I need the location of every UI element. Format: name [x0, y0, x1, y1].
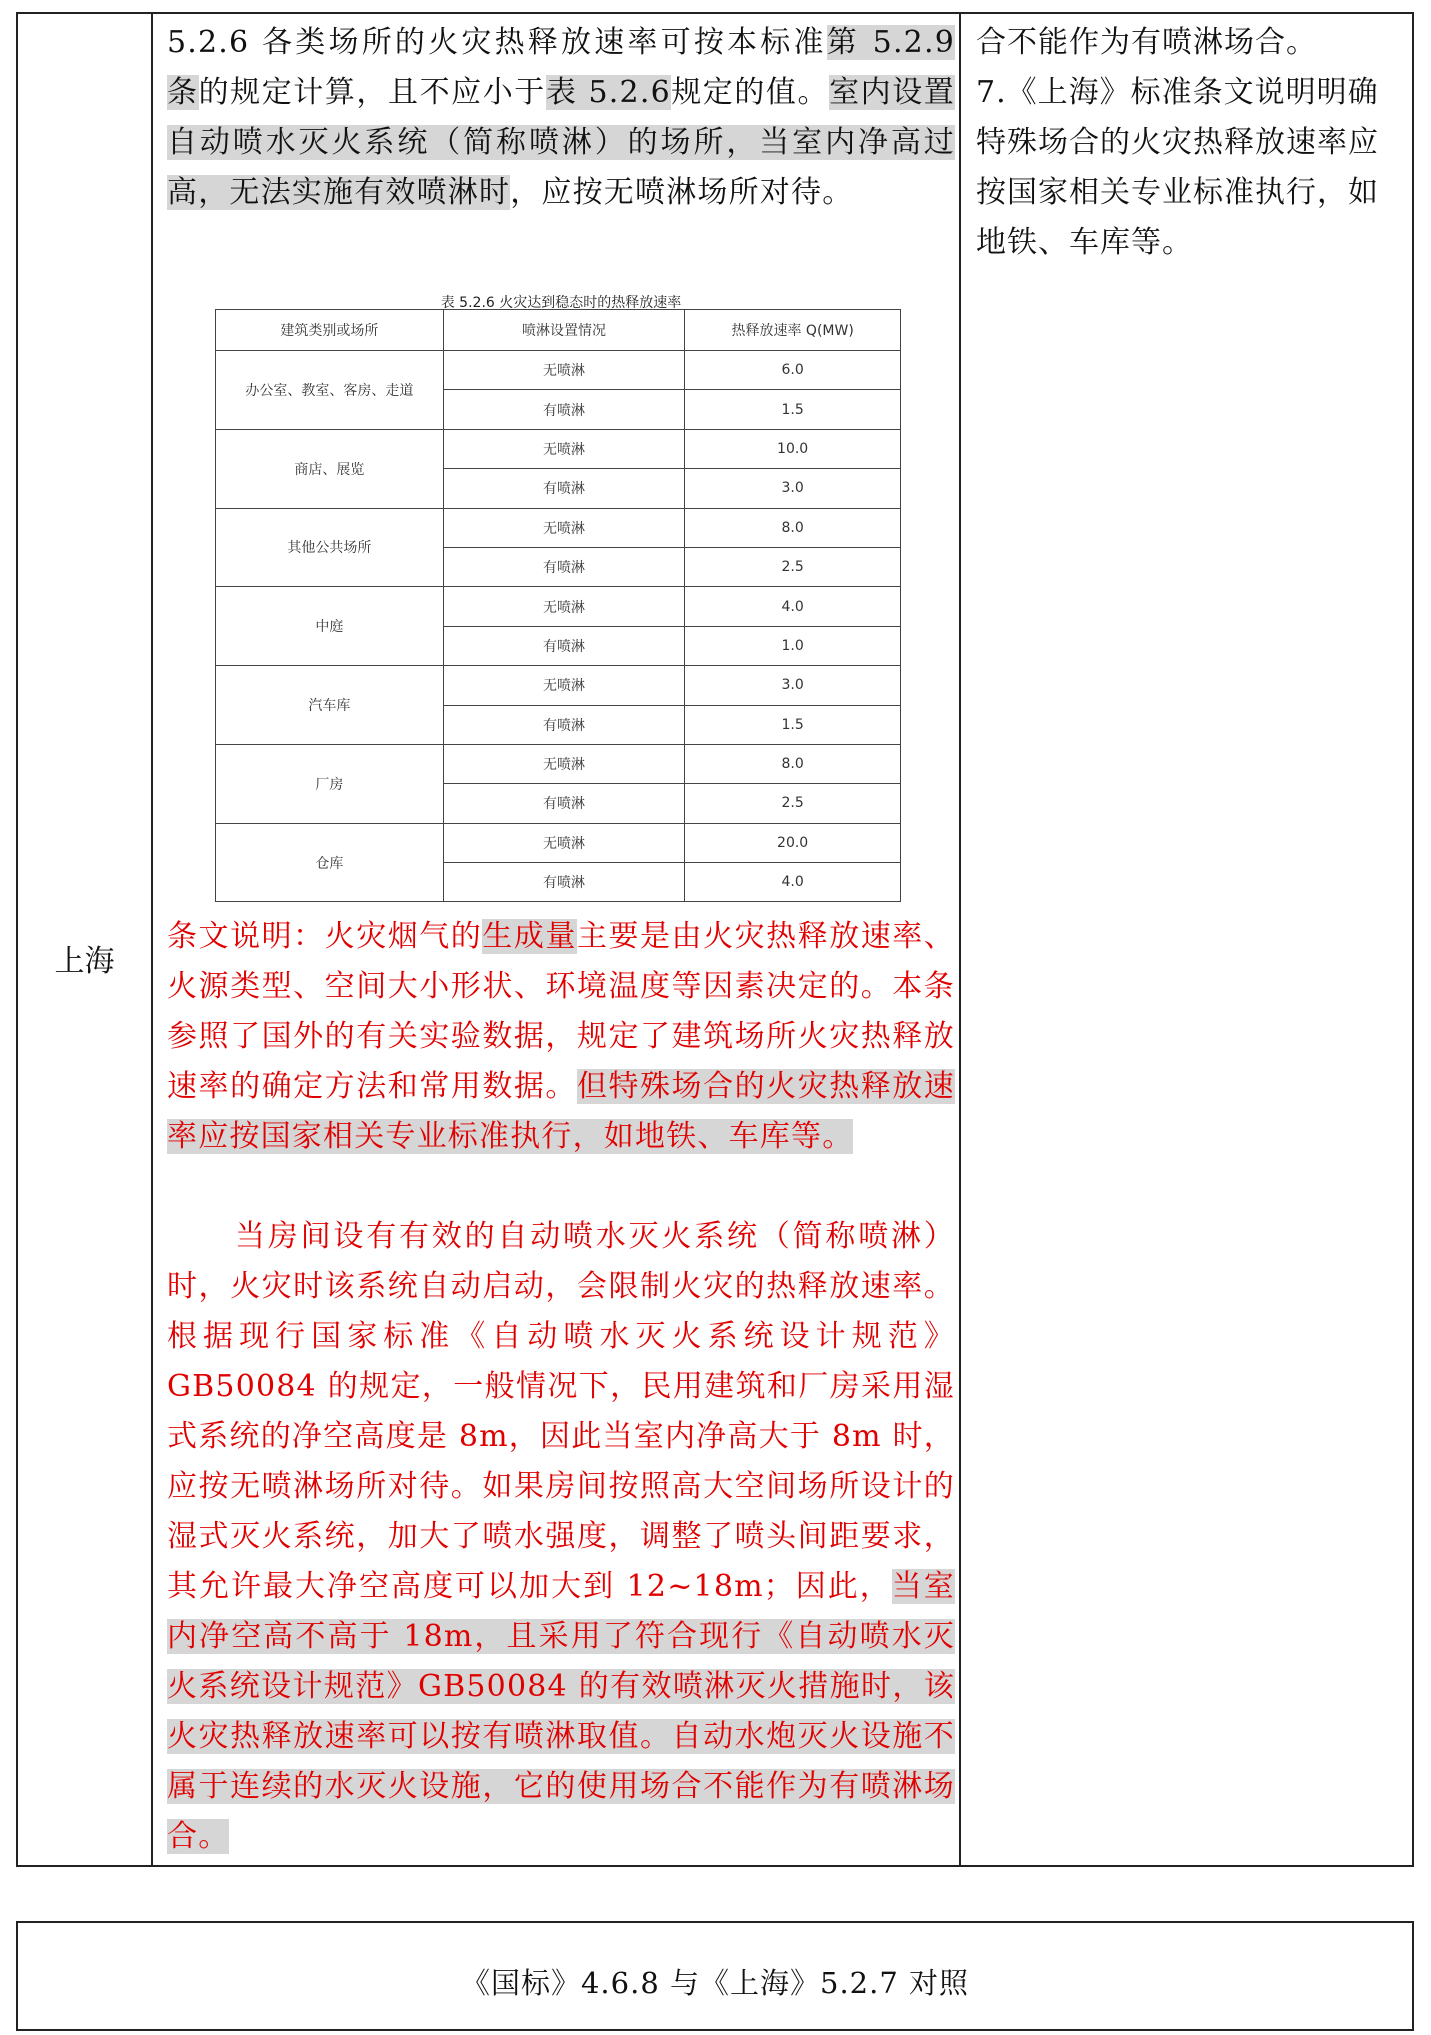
sprinkler-cell: 无喷淋 — [443, 666, 685, 705]
category-cell: 仓库 — [216, 823, 444, 902]
category-cell: 汽车库 — [216, 666, 444, 745]
table-row — [216, 666, 901, 705]
heat-release-cell: 10.0 — [685, 429, 901, 468]
heat-release-cell: 2.5 — [685, 547, 901, 586]
header-sprinkler: 喷淋设置情况 — [443, 310, 685, 351]
sprinkler-cell: 无喷淋 — [443, 744, 685, 783]
sprinkler-cell: 有喷淋 — [443, 863, 685, 902]
next-section-header — [16, 1921, 1414, 2031]
heat-release-rate-table — [215, 309, 901, 902]
sprinkler-cell: 有喷淋 — [443, 705, 685, 744]
table-row — [216, 351, 901, 390]
heat-release-cell: 3.0 — [685, 666, 901, 705]
standard-clause-text: 5.2.6 各类场所的火灾热释放速率可按本标准第 5.2.9 条的规定计算，且不应小于表 5.2.6规定的值。室内设置自动喷水灭火系统（简称喷淋）的场所，当室内净高过高，无法实施有效喷淋时，应按无喷淋场所对待。 — [167, 25, 955, 210]
table-row — [216, 823, 901, 862]
category-cell: 办公室、教室、客房、走道 — [216, 351, 444, 430]
sprinkler-cell: 无喷淋 — [443, 429, 685, 468]
table-row — [216, 587, 901, 626]
sprinkler-cell: 无喷淋 — [443, 823, 685, 862]
sprinkler-cell: 有喷淋 — [443, 390, 685, 429]
note-item-7: 7.《上海》标准条文说明明确特殊场合的火灾热释放速率应按国家相关专业标准执行，如地铁、车库等。 — [976, 75, 1379, 260]
table-header-row — [216, 310, 901, 351]
header-category: 建筑类别或场所 — [216, 310, 444, 351]
heat-release-cell: 20.0 — [685, 823, 901, 862]
embedded-table-title: 表 5.2.6 火灾达到稳态时的热释放速率 — [440, 295, 682, 311]
category-cell: 中庭 — [216, 587, 444, 666]
comparison-notes — [976, 18, 1406, 268]
table-row — [216, 744, 901, 783]
clause-explanation-sprinkler: 当房间设有有效的自动喷水灭火系统（简称喷淋）时，火灾时该系统自动启动，会限制火灾的热释放速率。根据现行国家标准《自动喷水灭火系统设计规范》GB50084 的规定，一般情况下，民用建筑和厂房采用湿式系统的净空高度是 8m，因此当室内净高大于 8m 时，应按无喷淋场所对待。如果房间按照高大空间场所设计的湿式灭火系统，加大了喷水强度，调整了喷头间距要求，其允许最大净空高度可以加大到 12~18m；因此，当室内净空高不高于 18m，且采用了符合现行《自动喷水灭火系统设计规范》GB50084 的有效喷淋灭火措施时，该火灾热释放速率可以按有喷淋取值。自动水炮灭火设施不属于连续的水灭火设施，它的使用场合不能作为有喷淋场合。 — [167, 1219, 956, 1854]
heat-release-cell: 1.5 — [685, 705, 901, 744]
heat-release-cell: 8.0 — [685, 744, 901, 783]
sprinkler-cell: 有喷淋 — [443, 626, 685, 665]
note-continuation: 合不能作为有喷淋场合。 — [976, 25, 1317, 60]
heat-release-cell: 8.0 — [685, 508, 901, 547]
heat-release-cell: 4.0 — [685, 587, 901, 626]
category-cell: 厂房 — [216, 744, 444, 823]
category-cell: 商店、展览 — [216, 429, 444, 508]
sprinkler-cell: 有喷淋 — [443, 469, 685, 508]
sprinkler-cell: 无喷淋 — [443, 351, 685, 390]
header-heat-release: 热释放速率 Q(MW) — [685, 310, 901, 351]
heat-release-cell: 3.0 — [685, 469, 901, 508]
clause-explanation: 条文说明：火灾烟气的生成量主要是由火灾热释放速率、火源类型、空间大小形状、环境温度等因素决定的。本条参照了国外的有关实验数据，规定了建筑场所火灾热释放速率的确定方法和常用数据。但特殊场合的火灾热释放速率应按国家相关专业标准执行，如地铁、车库等。 — [167, 919, 955, 1154]
heat-release-cell: 6.0 — [685, 351, 901, 390]
sprinkler-cell: 无喷淋 — [443, 587, 685, 626]
region-label: 上海 — [54, 944, 115, 979]
column-divider — [959, 14, 961, 1865]
heat-release-cell: 4.0 — [685, 863, 901, 902]
heat-release-cell: 1.0 — [685, 626, 901, 665]
category-cell: 其他公共场所 — [216, 508, 444, 587]
sprinkler-cell: 无喷淋 — [443, 508, 685, 547]
table-row — [216, 508, 901, 547]
table-row — [216, 429, 901, 468]
sprinkler-cell: 有喷淋 — [443, 784, 685, 823]
column-divider — [151, 14, 153, 1865]
section-title: 《国标》4.6.8 与《上海》5.2.7 对照 — [460, 1966, 969, 2000]
heat-release-cell: 2.5 — [685, 784, 901, 823]
heat-release-cell: 1.5 — [685, 390, 901, 429]
sprinkler-cell: 有喷淋 — [443, 547, 685, 586]
comparison-table — [16, 12, 1414, 1867]
